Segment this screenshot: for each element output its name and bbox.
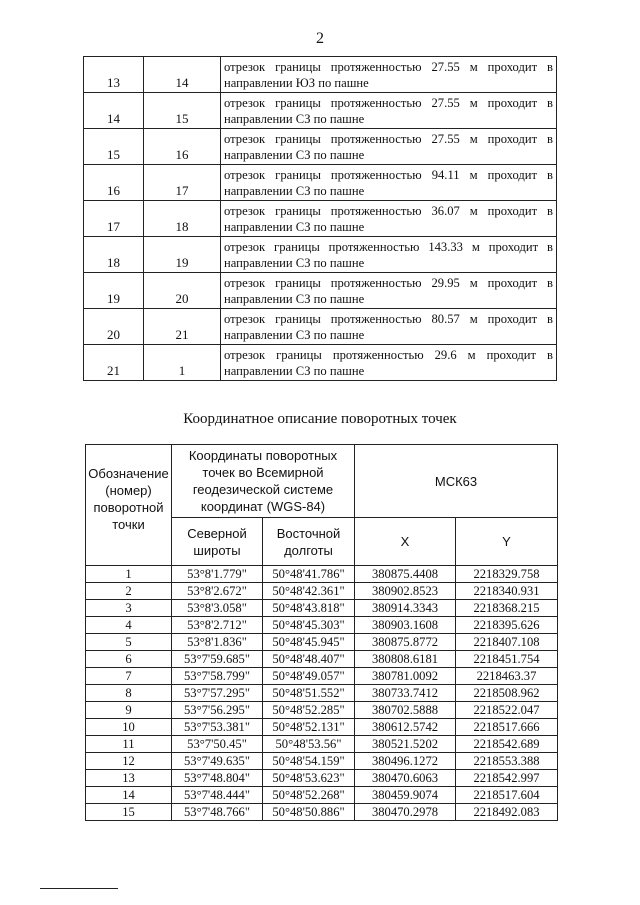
point-number: 6: [86, 651, 172, 668]
point-number: 14: [86, 787, 172, 804]
segment-row: [84, 237, 557, 273]
point-longitude: 50°48'49.057": [263, 668, 355, 685]
coordinate-row: [86, 566, 558, 583]
point-x: 380702.5888: [355, 702, 456, 719]
segment-description: отрезок границы протяженностью 29.6 м проходит в направлении СЗ по пашне: [221, 345, 557, 381]
page-number: 2: [316, 30, 324, 47]
segment-to-point: 1: [144, 345, 221, 381]
point-latitude: 53°8'2.672": [172, 583, 263, 600]
segment-description: отрезок границы протяженностью 27.55 м проходит в направлении ЮЗ по пашне: [221, 57, 557, 93]
segment-from-point: 19: [84, 273, 144, 309]
point-x: 380914.3343: [355, 600, 456, 617]
footnote-separator: [40, 888, 118, 889]
point-latitude: 53°7'53.381": [172, 719, 263, 736]
segment-description: отрезок границы протяженностью 80.57 м проходит в направлении СЗ по пашне: [221, 309, 557, 345]
coordinate-row: [86, 685, 558, 702]
point-number: 11: [86, 736, 172, 753]
point-latitude: 53°8'1.779": [172, 566, 263, 583]
point-x: 380521.5202: [355, 736, 456, 753]
coordinate-row: [86, 702, 558, 719]
header-x: X: [355, 518, 456, 566]
point-latitude: 53°7'56.295": [172, 702, 263, 719]
point-number: 3: [86, 600, 172, 617]
header-latitude: Северной широты: [172, 518, 263, 566]
point-x: 380875.4408: [355, 566, 456, 583]
point-x: 380903.1608: [355, 617, 456, 634]
point-y: 2218395.626: [456, 617, 558, 634]
segment-row: [84, 93, 557, 129]
point-number: 15: [86, 804, 172, 821]
segment-to-point: 21: [144, 309, 221, 345]
coordinates-table: [85, 444, 558, 821]
segment-row: [84, 273, 557, 309]
point-latitude: 53°7'49.635": [172, 753, 263, 770]
coordinate-row: [86, 600, 558, 617]
segment-description: отрезок границы протяженностью 27.55 м проходит в направлении СЗ по пашне: [221, 129, 557, 165]
point-number: 8: [86, 685, 172, 702]
header-point-designation: Обозначение (номер) поворотной точки: [86, 445, 172, 566]
point-y: 2218329.758: [456, 566, 558, 583]
segment-from-point: 20: [84, 309, 144, 345]
point-latitude: 53°7'50.45": [172, 736, 263, 753]
point-y: 2218542.689: [456, 736, 558, 753]
segment-row: [84, 57, 557, 93]
segment-from-point: 16: [84, 165, 144, 201]
segment-to-point: 18: [144, 201, 221, 237]
point-y: 2218517.604: [456, 787, 558, 804]
coordinate-row: [86, 770, 558, 787]
segment-from-point: 13: [84, 57, 144, 93]
point-x: 380470.2978: [355, 804, 456, 821]
point-longitude: 50°48'51.552": [263, 685, 355, 702]
point-longitude: 50°48'45.945": [263, 634, 355, 651]
segment-from-point: 18: [84, 237, 144, 273]
point-x: 380459.9074: [355, 787, 456, 804]
point-y: 2218542.997: [456, 770, 558, 787]
segment-to-point: 17: [144, 165, 221, 201]
point-x: 380612.5742: [355, 719, 456, 736]
point-longitude: 50°48'42.361": [263, 583, 355, 600]
point-latitude: 53°8'2.712": [172, 617, 263, 634]
segment-row: [84, 201, 557, 237]
coordinate-row: [86, 736, 558, 753]
point-y: 2218340.931: [456, 583, 558, 600]
segment-to-point: 19: [144, 237, 221, 273]
segment-from-point: 15: [84, 129, 144, 165]
coordinate-row: [86, 634, 558, 651]
point-latitude: 53°7'57.295": [172, 685, 263, 702]
segment-row: [84, 129, 557, 165]
point-longitude: 50°48'52.285": [263, 702, 355, 719]
point-latitude: 53°8'3.058": [172, 600, 263, 617]
point-number: 13: [86, 770, 172, 787]
coordinate-row: [86, 583, 558, 600]
point-y: 2218553.388: [456, 753, 558, 770]
coordinate-row: [86, 617, 558, 634]
point-x: 380902.8523: [355, 583, 456, 600]
segment-row: [84, 345, 557, 381]
segment-row: [84, 165, 557, 201]
point-x: 380470.6063: [355, 770, 456, 787]
point-latitude: 53°7'58.799": [172, 668, 263, 685]
segment-from-point: 21: [84, 345, 144, 381]
point-x: 380875.8772: [355, 634, 456, 651]
coordinate-row: [86, 651, 558, 668]
coordinates-section-title: Координатное описание поворотных точек: [183, 411, 457, 427]
point-longitude: 50°48'43.818": [263, 600, 355, 617]
segment-to-point: 14: [144, 57, 221, 93]
point-number: 5: [86, 634, 172, 651]
coordinate-row: [86, 719, 558, 736]
point-x: 380733.7412: [355, 685, 456, 702]
segment-row: [84, 309, 557, 345]
point-latitude: 53°7'48.804": [172, 770, 263, 787]
header-longitude: Восточной долготы: [263, 518, 355, 566]
segment-to-point: 20: [144, 273, 221, 309]
segment-from-point: 14: [84, 93, 144, 129]
point-longitude: 50°48'54.159": [263, 753, 355, 770]
point-number: 4: [86, 617, 172, 634]
segment-description: отрезок границы протяженностью 36.07 м проходит в направлении СЗ по пашне: [221, 201, 557, 237]
point-y: 2218508.962: [456, 685, 558, 702]
point-longitude: 50°48'52.131": [263, 719, 355, 736]
point-number: 7: [86, 668, 172, 685]
point-number: 1: [86, 566, 172, 583]
point-longitude: 50°48'45.303": [263, 617, 355, 634]
coordinate-row: [86, 753, 558, 770]
point-longitude: 50°48'48.407": [263, 651, 355, 668]
point-x: 380496.1272: [355, 753, 456, 770]
segment-to-point: 16: [144, 129, 221, 165]
point-x: 380781.0092: [355, 668, 456, 685]
point-y: 2218451.754: [456, 651, 558, 668]
coordinate-row: [86, 787, 558, 804]
point-y: 2218517.666: [456, 719, 558, 736]
coordinate-row: [86, 668, 558, 685]
segment-description: отрезок границы протяженностью 27.55 м проходит в направлении СЗ по пашне: [221, 93, 557, 129]
point-latitude: 53°7'48.444": [172, 787, 263, 804]
point-number: 12: [86, 753, 172, 770]
point-longitude: 50°48'50.886": [263, 804, 355, 821]
segment-description: отрезок границы протяженностью 143.33 м проходит в направлении СЗ по пашне: [221, 237, 557, 273]
segment-to-point: 15: [144, 93, 221, 129]
point-longitude: 50°48'53.623": [263, 770, 355, 787]
header-wgs84-coordinates: Координаты поворотных точек во Всемирной геодезической системе координат (WGS-84): [172, 445, 355, 518]
point-y: 2218463.37: [456, 668, 558, 685]
coordinate-row: [86, 804, 558, 821]
point-latitude: 53°7'59.685": [172, 651, 263, 668]
point-number: 9: [86, 702, 172, 719]
point-number: 2: [86, 583, 172, 600]
segment-description: отрезок границы протяженностью 29.95 м проходит в направлении СЗ по пашне: [221, 273, 557, 309]
point-latitude: 53°7'48.766": [172, 804, 263, 821]
segment-from-point: 17: [84, 201, 144, 237]
point-longitude: 50°48'53.56": [263, 736, 355, 753]
point-longitude: 50°48'41.786": [263, 566, 355, 583]
segment-description: отрезок границы протяженностью 94.11 м проходит в направлении СЗ по пашне: [221, 165, 557, 201]
header-msk63: МСК63: [355, 445, 558, 518]
point-number: 10: [86, 719, 172, 736]
header-y: Y: [456, 518, 558, 566]
point-y: 2218492.083: [456, 804, 558, 821]
point-latitude: 53°8'1.836": [172, 634, 263, 651]
point-longitude: 50°48'52.268": [263, 787, 355, 804]
point-x: 380808.6181: [355, 651, 456, 668]
boundary-segments-table: [83, 56, 557, 381]
point-y: 2218407.108: [456, 634, 558, 651]
point-y: 2218368.215: [456, 600, 558, 617]
point-y: 2218522.047: [456, 702, 558, 719]
